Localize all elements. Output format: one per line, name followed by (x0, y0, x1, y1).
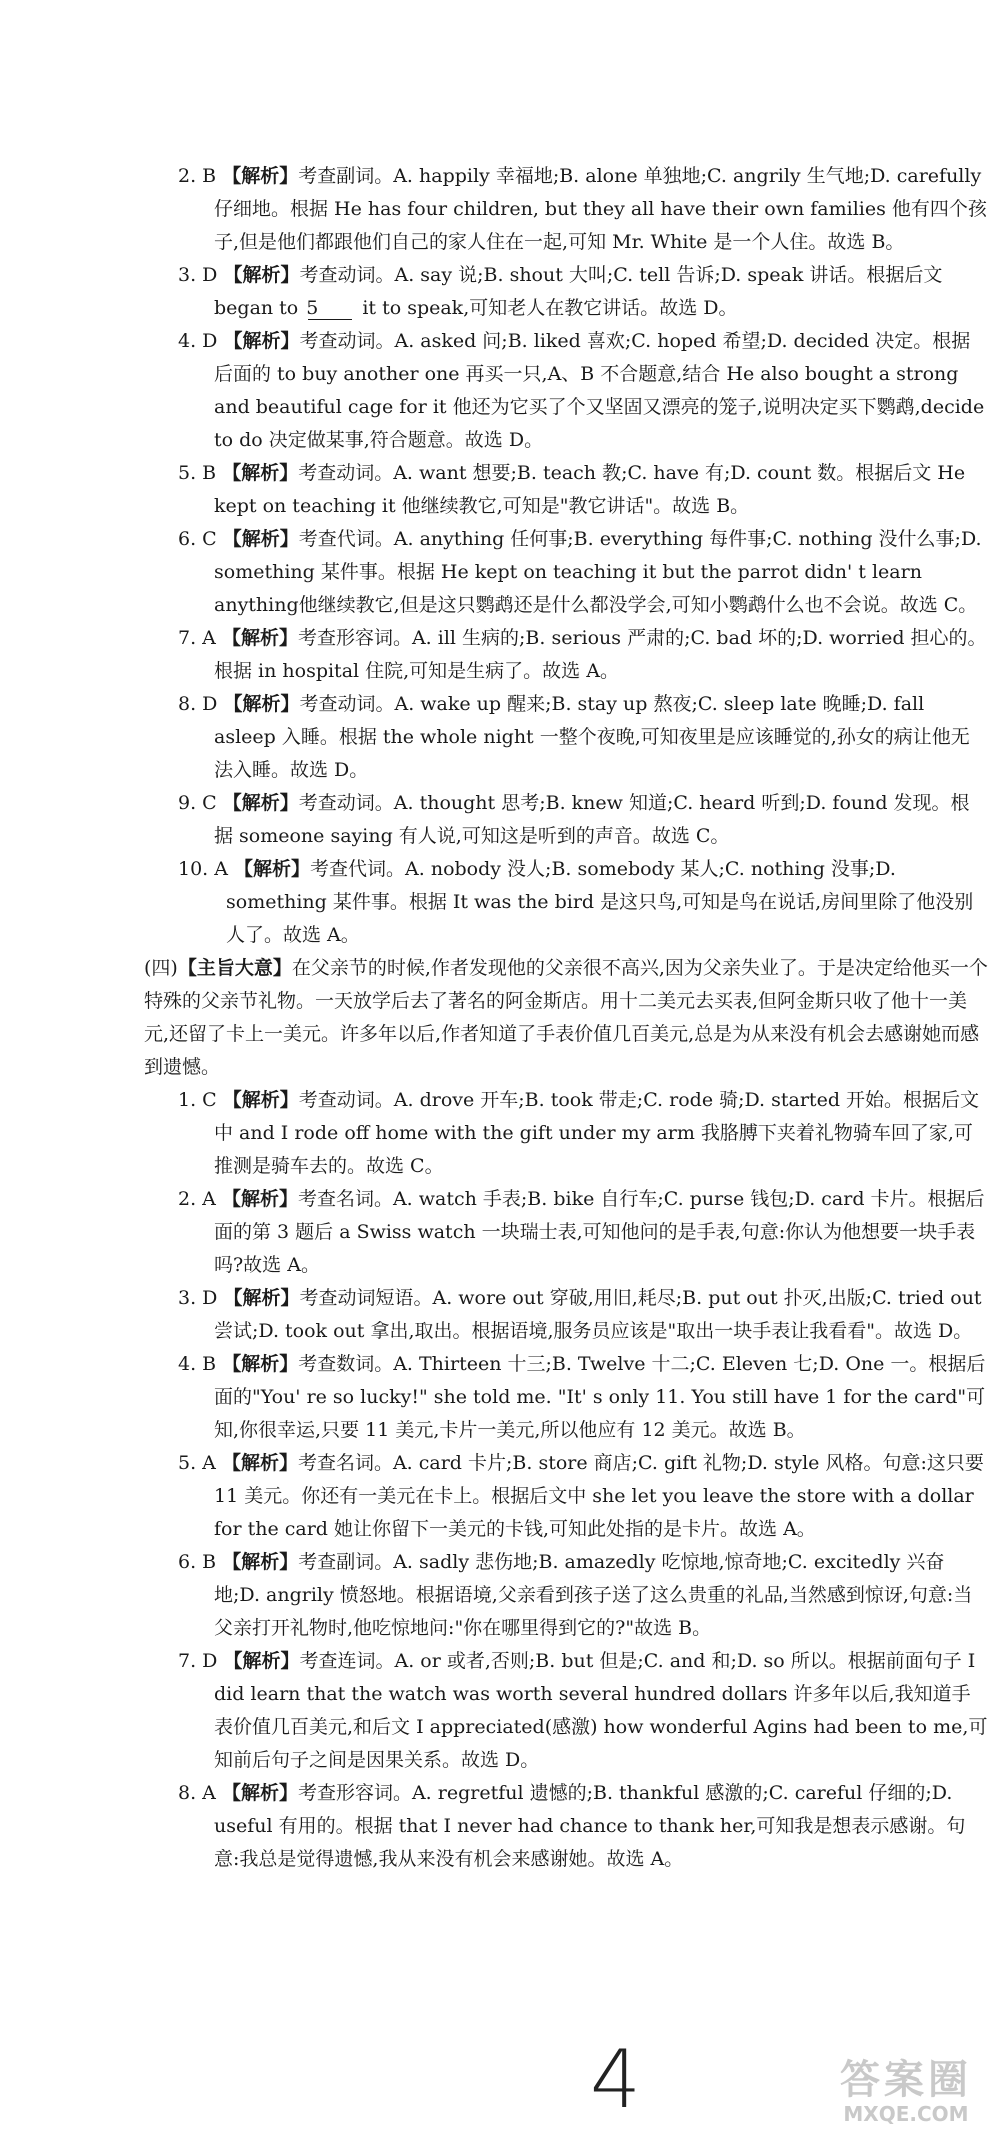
section4-item-8: 8. A 【解析】考查形容词。A. regretful 遗憾的;B. thankful 感激的;C. careful 仔细的;D. useful 有用的。根据 that I never had chance to thank her,可知我是想表示感谢。句意:我总是觉得遗憾,我从来没有机会来感谢她。故选 A。 (178, 1782, 966, 1870)
answer-item-3: 3. D 【解析】考查动词。A. say 说;B. shout 大叫;C. tell 告诉;D. speak 讲话。根据后文 began to 5 it to speak,可知老人在教它讲话。故选 D。 (178, 264, 943, 319)
section-summary-text: 在父亲节的时候,作者发现他的父亲很不高兴,因为父亲失业了。于是决定给他买一个特殊的父亲节礼物。一天放学后去了著名的阿金斯店。用十二美元去买表,但阿金斯只收了他十一美元,还留了卡上一美元。许多年以后,作者知道了手表价值几百美元,总是为从来没有机会去感谢她而感到遗憾。 (144, 957, 988, 1078)
section4-item-7: 7. D 【解析】考查连词。A. or 或者,否则;B. but 但是;C. and 和;D. so 所以。根据前面句子 I did learn that the watch was worth several hundred dollars 许多年以后,我知道手表价值几百美元,和后文 I appreciated(感激) how wonderful Agins had been to me,可知前后句子之间是因果关系。故选 D。 (178, 1650, 988, 1771)
answer-item-2: 2. B 【解析】考查副词。A. happily 幸福地;B. alone 单独地;C. angrily 生气地;D. carefully 仔细地。根据 He has four children, but they all have their own families 他有四个孩子,但是他们都跟他们自己的家人住在一起,可知 Mr. White 是一个人住。故选 B。 (178, 165, 987, 253)
answer-item-10: 10. A 【解析】考查代词。A. nobody 没人;B. somebody 某人;C. nothing 没事;D. something 某件事。根据 It was the bird 是这只鸟,可知是鸟在说话,房间里除了他没别人了。故选 A。 (178, 858, 974, 946)
section-head: 【主旨大意】 (177, 957, 292, 979)
answer-item-8: 8. D 【解析】考查动词。A. wake up 醒来;B. stay up 熬夜;C. sleep late 晚睡;D. fall asleep 入睡。根据 the whole night 一整个夜晚,可知夜里是应该睡觉的,孙女的病让他无法入睡。故选 D。 (178, 693, 970, 781)
fill-in-blank: 5 (308, 297, 352, 320)
handwritten-page-number: 4 (590, 2033, 641, 2126)
answer-item-4: 4. D 【解析】考查动词。A. asked 问;B. liked 喜欢;C. hoped 希望;D. decided 决定。根据后面的 to buy another one 再买一只,A、B 不合题意,结合 He also bought a strong and beautiful cage for it 他还为它买了个又坚固又漂亮的笼子,说明决定买下鹦鹉,decide to do 决定做某事,符合题意。故选 D。 (178, 330, 985, 451)
watermark-url: MXQE.COM (843, 2102, 969, 2126)
section-4-summary (144, 952, 988, 1084)
answer-item-7: 7. A 【解析】考查形容词。A. ill 生病的;B. serious 严肃的;C. bad 坏的;D. worried 担心的。根据 in hospital 住院,可知是生病了。故选 A。 (178, 627, 987, 682)
section4-item-1: 1. C 【解析】考查动词。A. drove 开车;B. took 带走;C. rode 骑;D. started 开始。根据后文中 and I rode off home with the gift under my arm 我胳膊下夹着礼物骑车回了家,可推测是骑车去的。故选 C。 (178, 1089, 980, 1177)
answer-item-9: 9. C 【解析】考查动词。A. thought 思考;B. knew 知道;C. heard 听到;D. found 发现。根据 someone saying 有人说,可知这是听到的声音。故选 C。 (178, 792, 970, 847)
answer-item-5: 5. B 【解析】考查动词。A. want 想要;B. teach 教;C. have 有;D. count 数。根据后文 He kept on teaching it 他继续教它,可知是"教它讲话"。故选 B。 (178, 462, 966, 517)
section4-item-5: 5. A 【解析】考查名词。A. card 卡片;B. store 商店;C. gift 礼物;D. style 风格。句意:这只要 11 美元。你还有一美元在卡上。根据后文中 she let you leave the store with a dollar for the card 她让你留下一美元的卡钱,可知此处指的是卡片。故选 A。 (178, 1452, 984, 1540)
section4-item-4: 4. B 【解析】考查数词。A. Thirteen 十三;B. Twelve 十二;C. Eleven 七;D. One 一。根据后面的"You' re so lucky!" she told me. "It' s only 11. You still have 1 for the card"可知,你很幸运,只要 11 美元,卡片一美元,所以他应有 12 美元。故选 B。 (178, 1353, 986, 1441)
answer-page (144, 160, 988, 1876)
site-watermark (822, 2058, 990, 2138)
section4-item-3: 3. D 【解析】考查动词短语。A. wore out 穿破,用旧,耗尽;B. put out 扑灭,出版;C. tried out 尝试;D. took out 拿出,取出。根据语境,服务员应该是"取出一块手表让我看看"。故选 D。 (178, 1287, 982, 1342)
section4-item-2: 2. A 【解析】考查名词。A. watch 手表;B. bike 自行车;C. purse 钱包;D. card 卡片。根据后面的第 3 题后 a Swiss watch 一块瑞士表,可知他问的是手表,句意:你认为他想要一块手表吗?故选 A。 (178, 1188, 985, 1276)
watermark-logo: 答案圈 (840, 2057, 972, 2103)
answer-item-6: 6. C 【解析】考查代词。A. anything 任何事;B. everything 每件事;C. nothing 没什么事;D. something 某件事。根据 He kept on teaching it but the parrot didn' t learn anything他继续教它,但是这只鹦鹉还是什么都没学会,可知小鹦鹉什么也不会说。故选 C。 (178, 528, 982, 616)
section-label: (四) (144, 957, 178, 979)
section4-item-6: 6. B 【解析】考查副词。A. sadly 悲伤地;B. amazedly 吃惊地,惊奇地;C. excitedly 兴奋地;D. angrily 愤怒地。根据语境,父亲看到孩子送了这么贵重的礼品,当然感到惊讶,句意:当父亲打开礼物时,他吃惊地问:"你在哪里得到它的?"故选 B。 (178, 1551, 973, 1639)
